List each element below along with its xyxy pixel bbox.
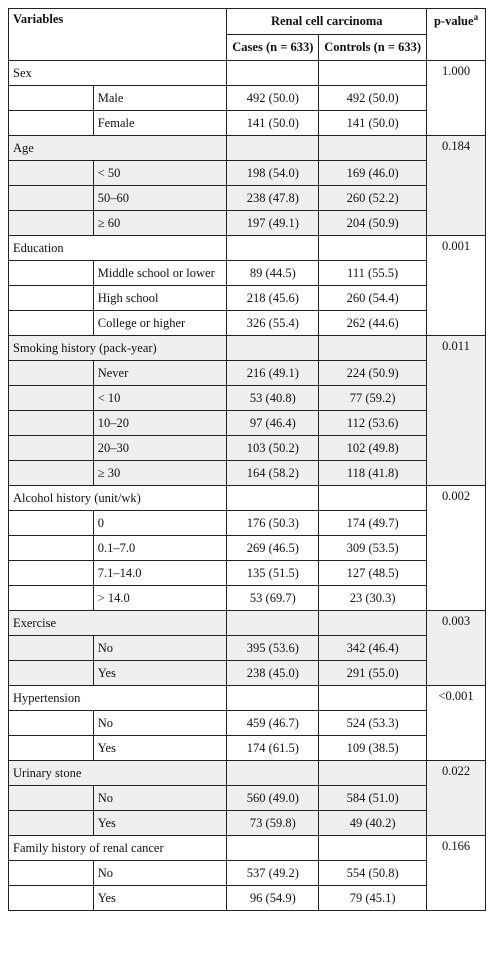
empty-cell	[227, 336, 319, 361]
empty-cell	[227, 61, 319, 86]
cases-value: 269 (46.5)	[227, 536, 319, 561]
cases-value: 238 (45.0)	[227, 661, 319, 686]
table-row	[9, 511, 486, 536]
p-value-cell: 0.001	[427, 236, 486, 336]
controls-value: 554 (50.8)	[319, 861, 427, 886]
group-row	[9, 611, 486, 636]
table-row	[9, 711, 486, 736]
group-label: Age	[9, 136, 227, 161]
group-row	[9, 761, 486, 786]
controls-value: 77 (59.2)	[319, 386, 427, 411]
group-row	[9, 61, 486, 86]
empty-cell	[9, 586, 94, 611]
category-label: No	[93, 786, 227, 811]
table-row	[9, 211, 486, 236]
table-row	[9, 461, 486, 486]
group-header: Renal cell carcinoma	[227, 9, 427, 35]
controls-value: 49 (40.2)	[319, 811, 427, 836]
group-label: Alcohol history (unit/wk)	[9, 486, 227, 511]
empty-cell	[9, 261, 94, 286]
data-table	[8, 8, 486, 911]
cases-value: 135 (51.5)	[227, 561, 319, 586]
empty-cell	[9, 536, 94, 561]
empty-cell	[9, 436, 94, 461]
empty-cell	[319, 611, 427, 636]
table-header	[9, 9, 486, 61]
p-value-cell: 0.011	[427, 336, 486, 486]
empty-cell	[9, 811, 94, 836]
category-label: < 10	[93, 386, 227, 411]
table-row	[9, 661, 486, 686]
category-label: No	[93, 636, 227, 661]
pvalue-header	[427, 9, 486, 61]
table-row	[9, 636, 486, 661]
empty-cell	[319, 761, 427, 786]
group-row	[9, 336, 486, 361]
empty-cell	[227, 136, 319, 161]
category-label: ≥ 30	[93, 461, 227, 486]
controls-value: 112 (53.6)	[319, 411, 427, 436]
group-label: Family history of renal cancer	[9, 836, 227, 861]
controls-value: 169 (46.0)	[319, 161, 427, 186]
cases-value: 326 (55.4)	[227, 311, 319, 336]
empty-cell	[9, 786, 94, 811]
cases-value: 218 (45.6)	[227, 286, 319, 311]
category-label: 10–20	[93, 411, 227, 436]
controls-value: 524 (53.3)	[319, 711, 427, 736]
controls-value: 109 (38.5)	[319, 736, 427, 761]
empty-cell	[227, 836, 319, 861]
table-row	[9, 436, 486, 461]
empty-cell	[9, 111, 94, 136]
empty-cell	[9, 561, 94, 586]
empty-cell	[319, 836, 427, 861]
controls-value: 492 (50.0)	[319, 86, 427, 111]
pvalue-header-text: p-value	[433, 14, 474, 29]
category-label: ≥ 60	[93, 211, 227, 236]
empty-cell	[9, 86, 94, 111]
group-label: Smoking history (pack-year)	[9, 336, 227, 361]
empty-cell	[9, 411, 94, 436]
controls-header: Controls (n = 633)	[319, 35, 427, 61]
empty-cell	[319, 486, 427, 511]
category-label: 0	[93, 511, 227, 536]
group-label: Sex	[9, 61, 227, 86]
table-row	[9, 186, 486, 211]
category-label: 0.1–7.0	[93, 536, 227, 561]
empty-cell	[319, 336, 427, 361]
cases-value: 216 (49.1)	[227, 361, 319, 386]
category-label: Never	[93, 361, 227, 386]
table-row	[9, 161, 486, 186]
cases-value: 492 (50.0)	[227, 86, 319, 111]
group-row	[9, 486, 486, 511]
group-row	[9, 136, 486, 161]
p-value-cell: 0.003	[427, 611, 486, 686]
cases-value: 97 (46.4)	[227, 411, 319, 436]
p-value-cell: 0.166	[427, 836, 486, 911]
empty-cell	[227, 611, 319, 636]
category-label: < 50	[93, 161, 227, 186]
empty-cell	[9, 386, 94, 411]
cases-value: 96 (54.9)	[227, 886, 319, 911]
empty-cell	[319, 236, 427, 261]
table-row	[9, 536, 486, 561]
empty-cell	[227, 236, 319, 261]
table-row	[9, 286, 486, 311]
controls-value: 118 (41.8)	[319, 461, 427, 486]
empty-cell	[9, 311, 94, 336]
empty-cell	[9, 286, 94, 311]
table-row	[9, 86, 486, 111]
cases-value: 537 (49.2)	[227, 861, 319, 886]
empty-cell	[9, 861, 94, 886]
empty-cell	[9, 636, 94, 661]
category-label: Middle school or lower	[93, 261, 227, 286]
table-row	[9, 361, 486, 386]
category-label: Yes	[93, 886, 227, 911]
group-row	[9, 236, 486, 261]
empty-cell	[9, 186, 94, 211]
category-label: High school	[93, 286, 227, 311]
cases-value: 459 (46.7)	[227, 711, 319, 736]
category-label: Female	[93, 111, 227, 136]
controls-value: 224 (50.9)	[319, 361, 427, 386]
variables-header: Variables	[9, 9, 227, 61]
controls-value: 342 (46.4)	[319, 636, 427, 661]
controls-value: 260 (52.2)	[319, 186, 427, 211]
pvalue-footnote-mark: a	[473, 12, 479, 22]
empty-cell	[9, 361, 94, 386]
controls-value: 174 (49.7)	[319, 511, 427, 536]
empty-cell	[227, 686, 319, 711]
cases-value: 560 (49.0)	[227, 786, 319, 811]
empty-cell	[319, 686, 427, 711]
category-label: 50–60	[93, 186, 227, 211]
table-row	[9, 561, 486, 586]
cases-value: 89 (44.5)	[227, 261, 319, 286]
empty-cell	[9, 886, 94, 911]
empty-cell	[9, 736, 94, 761]
category-label: Yes	[93, 811, 227, 836]
category-label: Yes	[93, 736, 227, 761]
p-value-cell: 0.184	[427, 136, 486, 236]
category-label: Yes	[93, 661, 227, 686]
category-label: College or higher	[93, 311, 227, 336]
table-row	[9, 386, 486, 411]
group-label: Hypertension	[9, 686, 227, 711]
empty-cell	[319, 61, 427, 86]
empty-cell	[9, 461, 94, 486]
cases-value: 53 (40.8)	[227, 386, 319, 411]
controls-value: 584 (51.0)	[319, 786, 427, 811]
controls-value: 102 (49.8)	[319, 436, 427, 461]
category-label: > 14.0	[93, 586, 227, 611]
cases-value: 238 (47.8)	[227, 186, 319, 211]
controls-value: 141 (50.0)	[319, 111, 427, 136]
cases-value: 73 (59.8)	[227, 811, 319, 836]
p-value-cell: <0.001	[427, 686, 486, 761]
empty-cell	[9, 711, 94, 736]
cases-value: 141 (50.0)	[227, 111, 319, 136]
table-row	[9, 311, 486, 336]
controls-value: 127 (48.5)	[319, 561, 427, 586]
empty-cell	[227, 761, 319, 786]
cases-value: 174 (61.5)	[227, 736, 319, 761]
controls-value: 291 (55.0)	[319, 661, 427, 686]
controls-value: 79 (45.1)	[319, 886, 427, 911]
category-label: Male	[93, 86, 227, 111]
group-row	[9, 686, 486, 711]
category-label: 20–30	[93, 436, 227, 461]
cases-value: 103 (50.2)	[227, 436, 319, 461]
table-row	[9, 261, 486, 286]
controls-value: 111 (55.5)	[319, 261, 427, 286]
p-value-cell: 0.022	[427, 761, 486, 836]
table-row	[9, 861, 486, 886]
cases-value: 395 (53.6)	[227, 636, 319, 661]
empty-cell	[9, 211, 94, 236]
empty-cell	[9, 661, 94, 686]
empty-cell	[9, 511, 94, 536]
category-label: No	[93, 711, 227, 736]
cases-value: 176 (50.3)	[227, 511, 319, 536]
table-row	[9, 886, 486, 911]
group-label: Education	[9, 236, 227, 261]
category-label: No	[93, 861, 227, 886]
group-label: Exercise	[9, 611, 227, 636]
cases-value: 53 (69.7)	[227, 586, 319, 611]
controls-value: 309 (53.5)	[319, 536, 427, 561]
cases-value: 198 (54.0)	[227, 161, 319, 186]
p-value-cell: 1.000	[427, 61, 486, 136]
empty-cell	[9, 161, 94, 186]
controls-value: 260 (54.4)	[319, 286, 427, 311]
group-row	[9, 836, 486, 861]
controls-value: 23 (30.3)	[319, 586, 427, 611]
table-row	[9, 736, 486, 761]
table-row	[9, 811, 486, 836]
category-label: 7.1–14.0	[93, 561, 227, 586]
table-row	[9, 786, 486, 811]
p-value-cell: 0.002	[427, 486, 486, 611]
group-label: Urinary stone	[9, 761, 227, 786]
cases-header: Cases (n = 633)	[227, 35, 319, 61]
controls-value: 204 (50.9)	[319, 211, 427, 236]
empty-cell	[227, 486, 319, 511]
table-body	[9, 61, 486, 911]
table-row	[9, 411, 486, 436]
cases-value: 197 (49.1)	[227, 211, 319, 236]
empty-cell	[319, 136, 427, 161]
table-row	[9, 111, 486, 136]
controls-value: 262 (44.6)	[319, 311, 427, 336]
cases-value: 164 (58.2)	[227, 461, 319, 486]
table-row	[9, 586, 486, 611]
